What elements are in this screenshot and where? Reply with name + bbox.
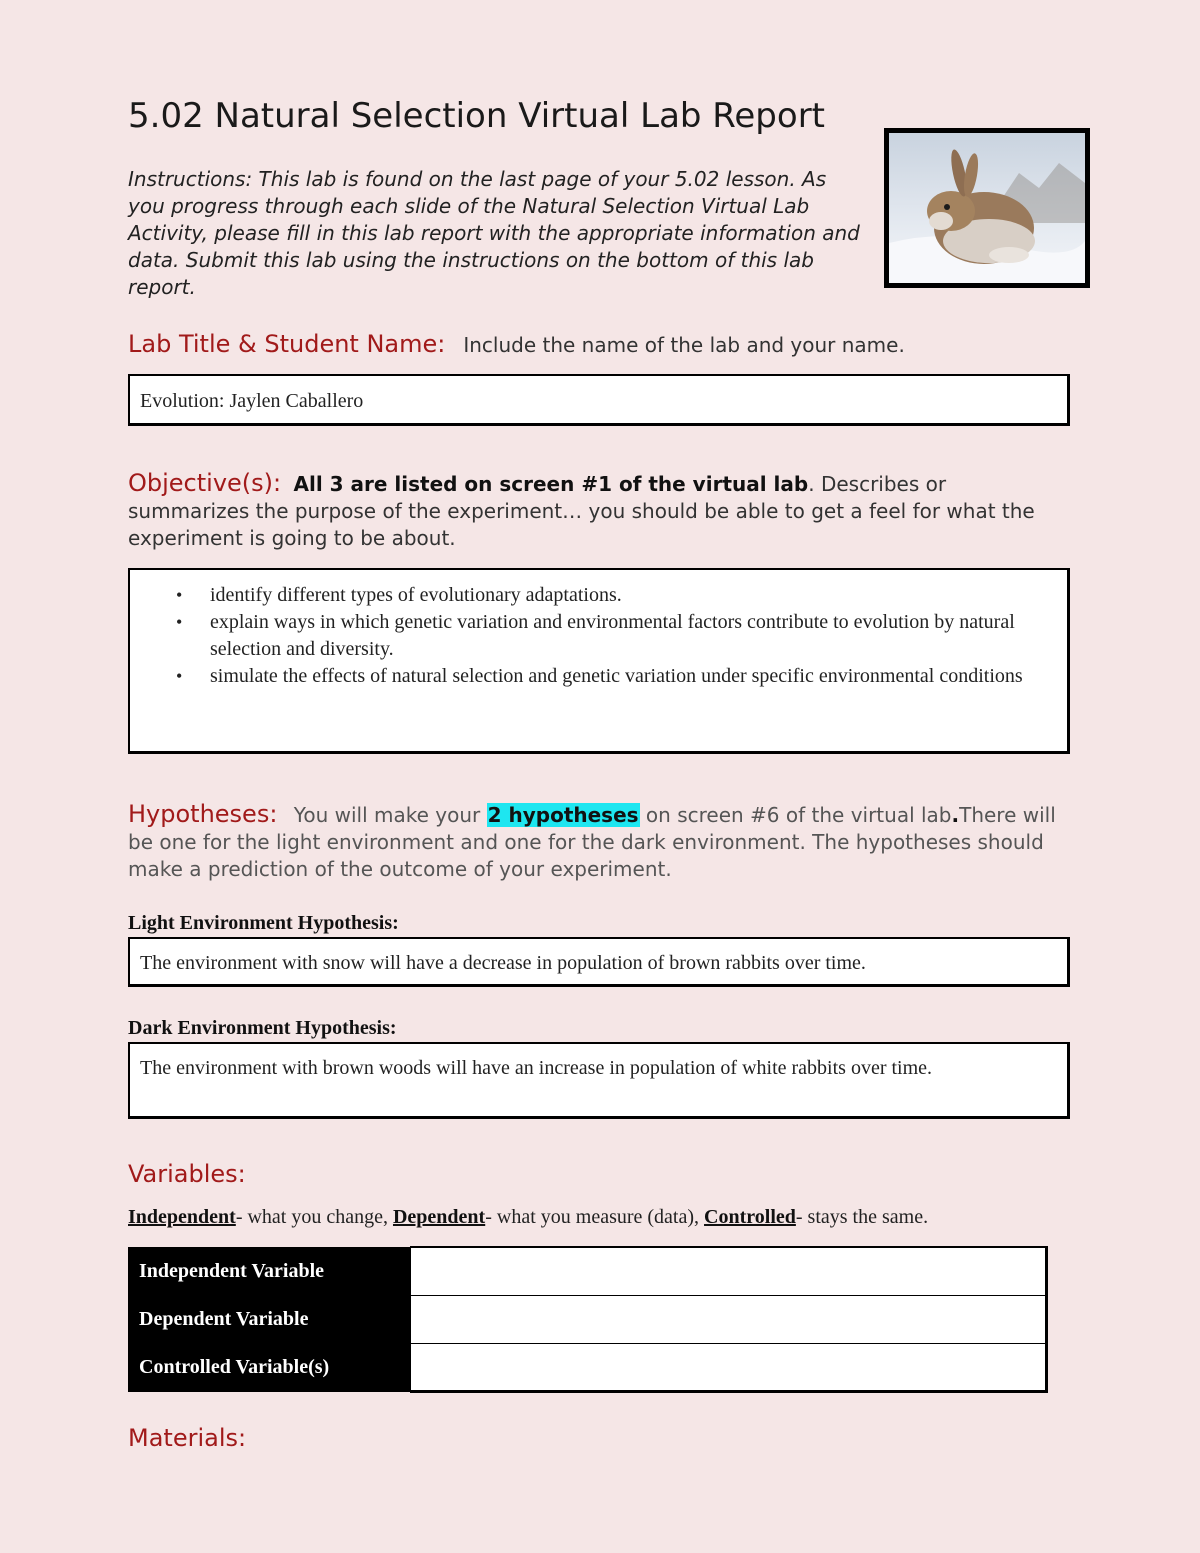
hypotheses-hint-rest: There will be one for the light environment and one for the dark environment. The hypotheses should make a prediction of the outcome of your experiment. bbox=[128, 803, 1056, 881]
objectives-field[interactable] bbox=[128, 568, 1070, 754]
variables-table bbox=[128, 1246, 1048, 1393]
light-hypothesis-field[interactable] bbox=[128, 937, 1070, 987]
instructions-text: Instructions: This lab is found on the last page of your 5.02 lesson. As you progress through each slide of the Natural Selection Virtual Lab Activity, please fill in this lab report with the appropriate information and data. Submit this lab using the instructions on the bottom of this lab report. bbox=[128, 167, 860, 299]
hypotheses-period: . bbox=[951, 803, 960, 827]
table-row bbox=[129, 1295, 1047, 1343]
hypotheses-hint-before: You will make your bbox=[293, 803, 481, 827]
list-item: • explain ways in which genetic variation and environmental factors contribute to evolution by natural selection and diversity. bbox=[176, 611, 1015, 660]
page-title: 5.02 Natural Selection Virtual Lab Report bbox=[128, 96, 825, 136]
controlled-variables-input[interactable] bbox=[411, 1343, 1047, 1391]
lab-title-value: Evolution: Jaylen Caballero bbox=[140, 390, 364, 412]
hypotheses-section bbox=[128, 801, 1068, 883]
def-controlled: Controlled bbox=[704, 1206, 796, 1228]
hypotheses-heading: Hypotheses: bbox=[128, 800, 278, 828]
def-dependent: Dependent bbox=[392, 1206, 486, 1228]
hypotheses-hint-after: on screen #6 of the virtual lab bbox=[645, 803, 952, 827]
dependent-variable-input[interactable] bbox=[411, 1295, 1047, 1343]
table-row bbox=[129, 1343, 1047, 1391]
objectives-hint: . Describes or summarizes the purpose of the experiment… you should be able to get a feel for what the experiment is going to be about. bbox=[128, 472, 1035, 550]
objectives-heading: Objective(s): bbox=[128, 469, 282, 497]
dark-hypothesis-value: The environment with brown woods will have an increase in population of white rabbits over time. bbox=[140, 1057, 933, 1079]
lab-title-heading: Lab Title & Student Name: bbox=[128, 330, 446, 358]
light-hypothesis-label: Light Environment Hypothesis: bbox=[128, 912, 399, 934]
lab-title-section bbox=[128, 330, 1088, 358]
rabbit-icon bbox=[889, 133, 1085, 283]
variables-heading: Variables: bbox=[128, 1160, 246, 1188]
materials-heading: Materials: bbox=[128, 1424, 247, 1452]
variables-definitions bbox=[128, 1206, 928, 1229]
def-independent: Independent bbox=[128, 1206, 236, 1228]
lab-title-field[interactable] bbox=[128, 374, 1070, 426]
objectives-section bbox=[128, 470, 1068, 552]
controlled-variables-label: Controlled Variable(s) bbox=[129, 1343, 411, 1391]
independent-variable-input[interactable] bbox=[411, 1247, 1047, 1295]
light-hypothesis-value: The environment with snow will have a decrease in population of brown rabbits over time. bbox=[140, 952, 866, 974]
def-dependent-text: - what you measure (data), bbox=[485, 1206, 700, 1228]
lab-title-hint: Include the name of the lab and your name. bbox=[463, 333, 905, 357]
list-item: • simulate the effects of natural selection and genetic variation under specific environmental conditions bbox=[176, 665, 1023, 687]
def-independent-text: - what you change, bbox=[235, 1206, 388, 1228]
dark-hypothesis-label: Dark Environment Hypothesis: bbox=[128, 1017, 397, 1039]
independent-variable-label: Independent Variable bbox=[129, 1247, 411, 1295]
rabbit-photo bbox=[884, 128, 1090, 288]
def-controlled-text: - stays the same. bbox=[795, 1206, 929, 1228]
objectives-bold-hint: All 3 are listed on screen #1 of the virtual lab bbox=[293, 472, 809, 496]
hypotheses-highlight: 2 hypotheses bbox=[487, 803, 639, 827]
objectives-list bbox=[130, 570, 1067, 690]
dark-hypothesis-field[interactable] bbox=[128, 1042, 1070, 1119]
table-row bbox=[129, 1247, 1047, 1295]
list-item: • identify different types of evolutionary adaptations. bbox=[176, 584, 622, 606]
dependent-variable-label: Dependent Variable bbox=[129, 1295, 411, 1343]
